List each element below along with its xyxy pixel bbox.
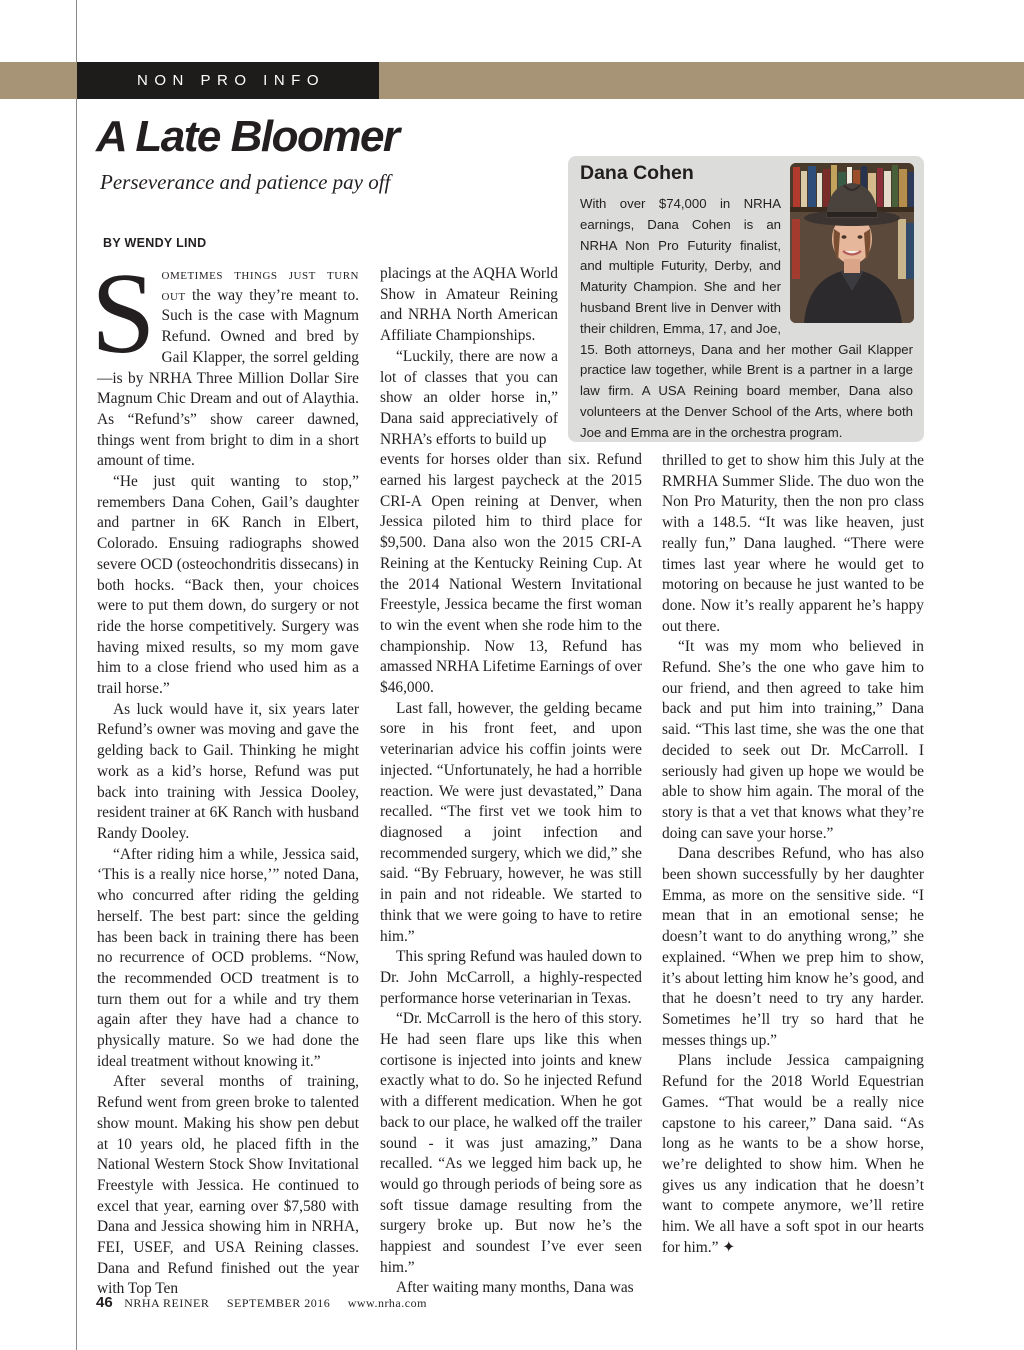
drop-cap: S (91, 250, 156, 378)
lead-text: the way they’re meant to. Such is the case with Magnum Refund. Owned and bred by Gail Klapper, the sorrel gelding—is by NRHA Three Million Dollar Sire Magnum Chic Dream and out of Alaythia. As “Refund’s” show career dawned, things went from bright to dim in a short amount of time. (97, 286, 359, 470)
paragraph: “After riding him a while, Jessica said, ‘This is a really nice horse,’” noted Dana, who concurred after riding the gelding herself. The best part: since the gelding has been back in training there has been no recurrence of OCD problems. “Now, the recommended OCD treatment is to turn them out for a while and try them again after they have had a chance to physically mature. So we had done the ideal treatment without knowing it.” (97, 845, 359, 1070)
paragraph: “Luckily, there are now a lot of classes that you can show an older horse in,” Dana said appreciatively of NRHA’s efforts to build up (380, 347, 558, 448)
paragraph: “He just quit wanting to stop,” remembers Dana Cohen, Gail’s daughter and partner in 6K Ranch in Elbert, Colorado. Ensuing radiographs showed severe OCD (osteochondritis dissecans) in both hocks. “Back then, your choices were to put them down, do surgery or not ride the horse competitively. Surgery was having mixed results, so my mom gave him to a close friend who used him as a trail horse.” (97, 473, 359, 698)
paragraph: Plans include Jessica campaigning Refund for the 2018 World Equestrian Games. “That would be a really nice capstone to his career,” Dana said. “As long as he wants to be a show horse, we’re delighted to show him. When he gives us any indication that he doesn’t want to compete anymore, we’ll retire him. We all have a soft spot in our hearts for him.” ✦ (662, 1052, 924, 1256)
profile-sidebar (568, 156, 924, 442)
column-3 (662, 451, 924, 1258)
article-title: A Late Bloomer (96, 112, 399, 161)
paragraph: After several months of training, Refund went from green broke to talented show mount. Making his show pen debut at 10 years old, he placed fifth in the National Western Stock Show Invitational Freestyle with Jessica. He continued to excel that year, earning over $7,580 with Dana and Jessica showing him in NRHA, FEI, USEF, and USA Reining classes. Dana and Refund finished out the year with Top Ten (97, 1073, 359, 1298)
margin-rule (76, 0, 77, 1350)
page-number: 46 (96, 1294, 113, 1311)
paragraph: “It was my mom who believed in Refund. She’s the one who gave him to our friend, and then agreed to take him back and put him into training,” Dana said. “This last time, she was the one that decided to seek out Dr. McCarroll. I seriously had given up hope we would be able to show him again. The moral of the story is that a vet that knows what they’re doing can save your horse.” (662, 638, 924, 842)
lead-smallcaps: ometimes things just turn out (161, 266, 359, 304)
issue-date: SEPTEMBER 2016 (226, 1296, 331, 1310)
sidebar-text: With over $74,000 in NRHA earnings, Dana Cohen is an NRHA Non Pro Futurity finalist, and multiple Futurity, Derby, and Maturity Champion. She and her husband Brent live in Denver with their children, Emma, 17, and Joe, 15. Both attorneys, Dana and her mother Gail Klapper practice law together, while Brent is a partner in a large law firm. A USA Reining board member, Dana also volunteers at the Denver School of the Arts, where both Joe and Emma are in the orchestra program. (580, 196, 913, 440)
lead-paragraph (91, 250, 359, 472)
section-label: NON PRO INFO (77, 62, 379, 99)
column-1 (91, 250, 359, 1300)
paragraph: thrilled to get to show him this July at the RMRHA Summer Slide. The duo won the Non Pro Maturity, then the non pro class with a 148.5. “It was like heaven, just really fun,” Dana laughed. “There were times last year where he would get to motoring on because he just wanted to be done. Now it’s really apparent he’s happy out there. (662, 452, 924, 635)
column-2-narrow (380, 264, 558, 450)
byline: BY WENDY LIND (103, 236, 207, 250)
page-footer (96, 1294, 427, 1311)
article-subtitle: Perseverance and patience pay off (100, 170, 391, 194)
paragraph: Dana describes Refund, who has also been shown successfully by her daughter Emma, as more on the sensitive side. “I mean that in an emotional sense; he doesn’t want to do anything wrong,” she explained. “When we prep him to show, it’s about letting him know he’s good, and that he doesn’t need to try any harder. Sometimes he’ll try so hard that he messes things up.” (662, 845, 924, 1049)
paragraph: This spring Refund was hauled down to Dr. John McCarroll, a highly-respected performance horse veterinarian in Texas. (380, 948, 642, 1007)
paragraph: events for horses older than six. Refund earned his largest paycheck at the 2015 CRI-A Open reining at Denver, when Jessica piloted him to third place for $9,500. Dana also won the 2015 CRI-A Reining at the Kentucky Reining Cup. At the 2014 National Western Invitational Freestyle, Jessica became the first woman to win the event when she rode him to the championship. Now 13, Refund has amassed NRHA Lifetime Earnings of over $46,000. (380, 451, 643, 697)
sidebar-body (580, 194, 913, 444)
paragraph: As luck would have it, six years later Refund’s owner was moving and gave the gelding back to Gail. Thinking he might work as a kid’s horse, Refund was put back into training with Jessica Dooley, resident trainer at 6K Ranch with husband Randy Dooley. (97, 700, 359, 842)
paragraph: “Dr. McCarroll is the hero of this story. He had seen flare ups like this when cortisone is injected into joints and knew exactly what to do. So he injected Refund with a different medication. When he got back to our place, he walked off the trailer sound - it was just amazing,” Dana recalled. “As we legged him back up, he would go through periods of being sore as soft tissue damage resulting from the surgery broke up. But now he’s the happiest and soundest I’ve ever seen him.” (380, 1010, 642, 1276)
portrait-photo (790, 163, 914, 323)
paragraph: Last fall, however, the gelding became sore in his front feet, and upon veterinarian advice his coffin joints were injected. “Unfortunately, he had a horrible reaction. We were just devastated,” Dana recalled. “The first vet we took him to diagnosed a joint infection and recommended surgery, which we did,” she said. “By February, however, he was still in pain and not rideable. We started to think that we were going to have to retire him.” (380, 699, 642, 945)
paragraph: After waiting many months, Dana was (396, 1279, 634, 1297)
publication-name: NRHA REINER (124, 1296, 210, 1310)
paragraph: placings at the AQHA World Show in Amateur Reining and NRHA North American Affiliate Championships. (380, 265, 558, 345)
website-url: www.nrha.com (347, 1296, 427, 1310)
sidebar-name: Dana Cohen (580, 162, 694, 184)
